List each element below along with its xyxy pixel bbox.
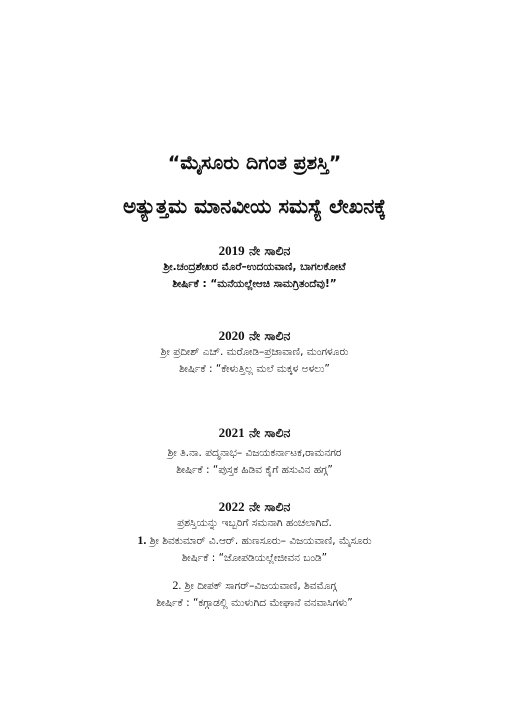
award-2019 (0, 242, 509, 293)
winner-name: ಶ್ರೀ ತಿ.ನಾ. ಪದ್ಮನಾಭ– ವಿಜಯಕರ್ನಾಟಕ,ರಾಮನಗರ (167, 447, 342, 459)
winner-name: ಶ್ರೀ ಪ್ರದೀಶ್ ಎಚ್. ಮರೋಡಿ–ಪ್ರಜಾವಾಣಿ, ಮಂಗಳೂರು (160, 346, 349, 358)
year-heading (0, 327, 509, 344)
year-heading (0, 242, 509, 259)
winner-number: 1. (137, 533, 147, 547)
award-2022 (0, 498, 509, 612)
award-2021 (0, 424, 509, 479)
year-heading (0, 498, 509, 515)
year-number: 2020 (218, 328, 245, 343)
shared-award-note: ಪ್ರಶಸ್ತಿಯನ್ನು ಇಬ್ಬರಿಗೆ ಸಮನಾಗಿ ಹಂಚಲಾಗಿದೆ. (177, 517, 332, 529)
year-number: 2019 (218, 243, 245, 258)
article-heading: ಶೀರ್ಷಿಕೆ : “ಕಗ್ಗಾಡಲ್ಲಿ ಮುಳುಗಿದ ಮೇಘಾನೆ ವನವಾಸಿಗಳು” (156, 597, 353, 609)
article-heading: ಶೀರ್ಷಿಕೆ : “ಪುಸ್ತಕ ಹಿಡಿವ ಕೈಗೆ ಹಸುವಿನ ಹಗ್ಗ” (176, 464, 333, 476)
article-heading: ಶೀರ್ಷಿಕೆ : “ಜೋಪಡಿಯಲ್ಲೇಜೀವನ ಬಂಡಿ” (181, 552, 328, 564)
year-suffix: ನೇ ಸಾಲಿನ (244, 243, 291, 258)
year-number: 2022 (218, 499, 245, 514)
winner-name: ಶ್ರೀ.ಚಂದ್ರಶೇಖರ ಮೊರೆ–ಉದಯವಾಣಿ, ಬಾಗಲಕೋಟೆ (163, 261, 346, 273)
year-heading (0, 424, 509, 441)
winner-entry (0, 532, 509, 550)
winner-number: 2. (172, 578, 182, 592)
winner-name: ಶ್ರೀ ದೀಪಕ್ ಸಾಗರ್–ವಿಜಯವಾಣಿ, ಶಿವಮೊಗ್ಗ (184, 580, 337, 592)
article-heading: ಶೀರ್ಷಿಕೆ : “ಕೇಳುತ್ತಿಲ್ಲ ಮಲೆ ಮಕ್ಕಳ ಅಳಲು” (179, 363, 330, 375)
year-suffix: ನೇ ಸಾಲಿನ (244, 328, 291, 343)
winner-name: ಶ್ರೀ ಶಿವಕುಮಾರ್ ವಿ.ಆರ್. ಹುಣಸೂರು– ವಿಜಯವಾಣಿ, ಮೈಸೂರು (149, 535, 372, 547)
award-subtitle: ಅತ್ಯುತ್ತಮ ಮಾನವೀಯ ಸಮಸ್ಯೆ ಲೇಖನಕ್ಕೆ (122, 194, 387, 218)
year-number: 2021 (218, 425, 245, 440)
award-2020 (0, 327, 509, 378)
award-title: “ಮೈಸೂರು ದಿಗಂತ ಪ್ರಶಸ್ತಿ” (167, 152, 342, 174)
article-heading: ಶೀರ್ಷಿಕೆ : “ಮನೆಯಲ್ಲೇಆಚಿ ಸಾಮಗ್ರಿತಂದೆವು!” (172, 278, 337, 290)
year-suffix: ನೇ ಸಾಲಿನ (244, 499, 291, 514)
year-suffix: ನೇ ಸಾಲಿನ (244, 425, 291, 440)
winner-entry (0, 577, 509, 595)
